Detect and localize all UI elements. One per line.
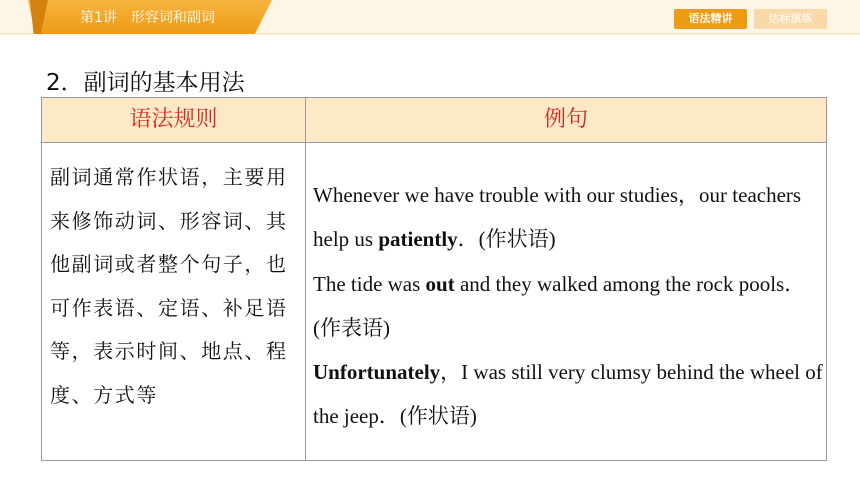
header-divider [42,142,826,143]
examples-cell [313,173,823,439]
example-sentence-2: The tide was out and they walked among the rock pools．(作表语) [313,271,806,340]
example-keyword: patiently [378,227,458,252]
header-rule: 语法规则 [42,98,305,142]
column-divider [305,98,306,460]
example-keyword: Unfortunately [313,360,441,385]
usage-table [41,97,827,461]
nav-grammar-button[interactable]: 语法精讲 [674,9,747,29]
section-title: 2．副词的基本用法 [46,70,245,96]
example-sentence-3: Unfortunately，I was still very clumsy behind the wheel of the jeep．(作状语) [313,360,823,429]
nav-practice-button[interactable]: 达标演练 [754,9,827,29]
rule-cell: 副词通常作状语，主要用来修饰动词、形容词、其他副词或者整个句子，也可作表语、定语、补足语等，表示时间、地点、程度、方式等 [50,165,288,407]
header-example: 例句 [306,98,826,142]
example-sentence-1: Whenever we have trouble with our studies，our teachers help us patiently．(作状语) [313,183,802,252]
example-keyword: out [425,271,455,296]
lecture-title: 第1讲 形容词和副词 [80,10,215,26]
